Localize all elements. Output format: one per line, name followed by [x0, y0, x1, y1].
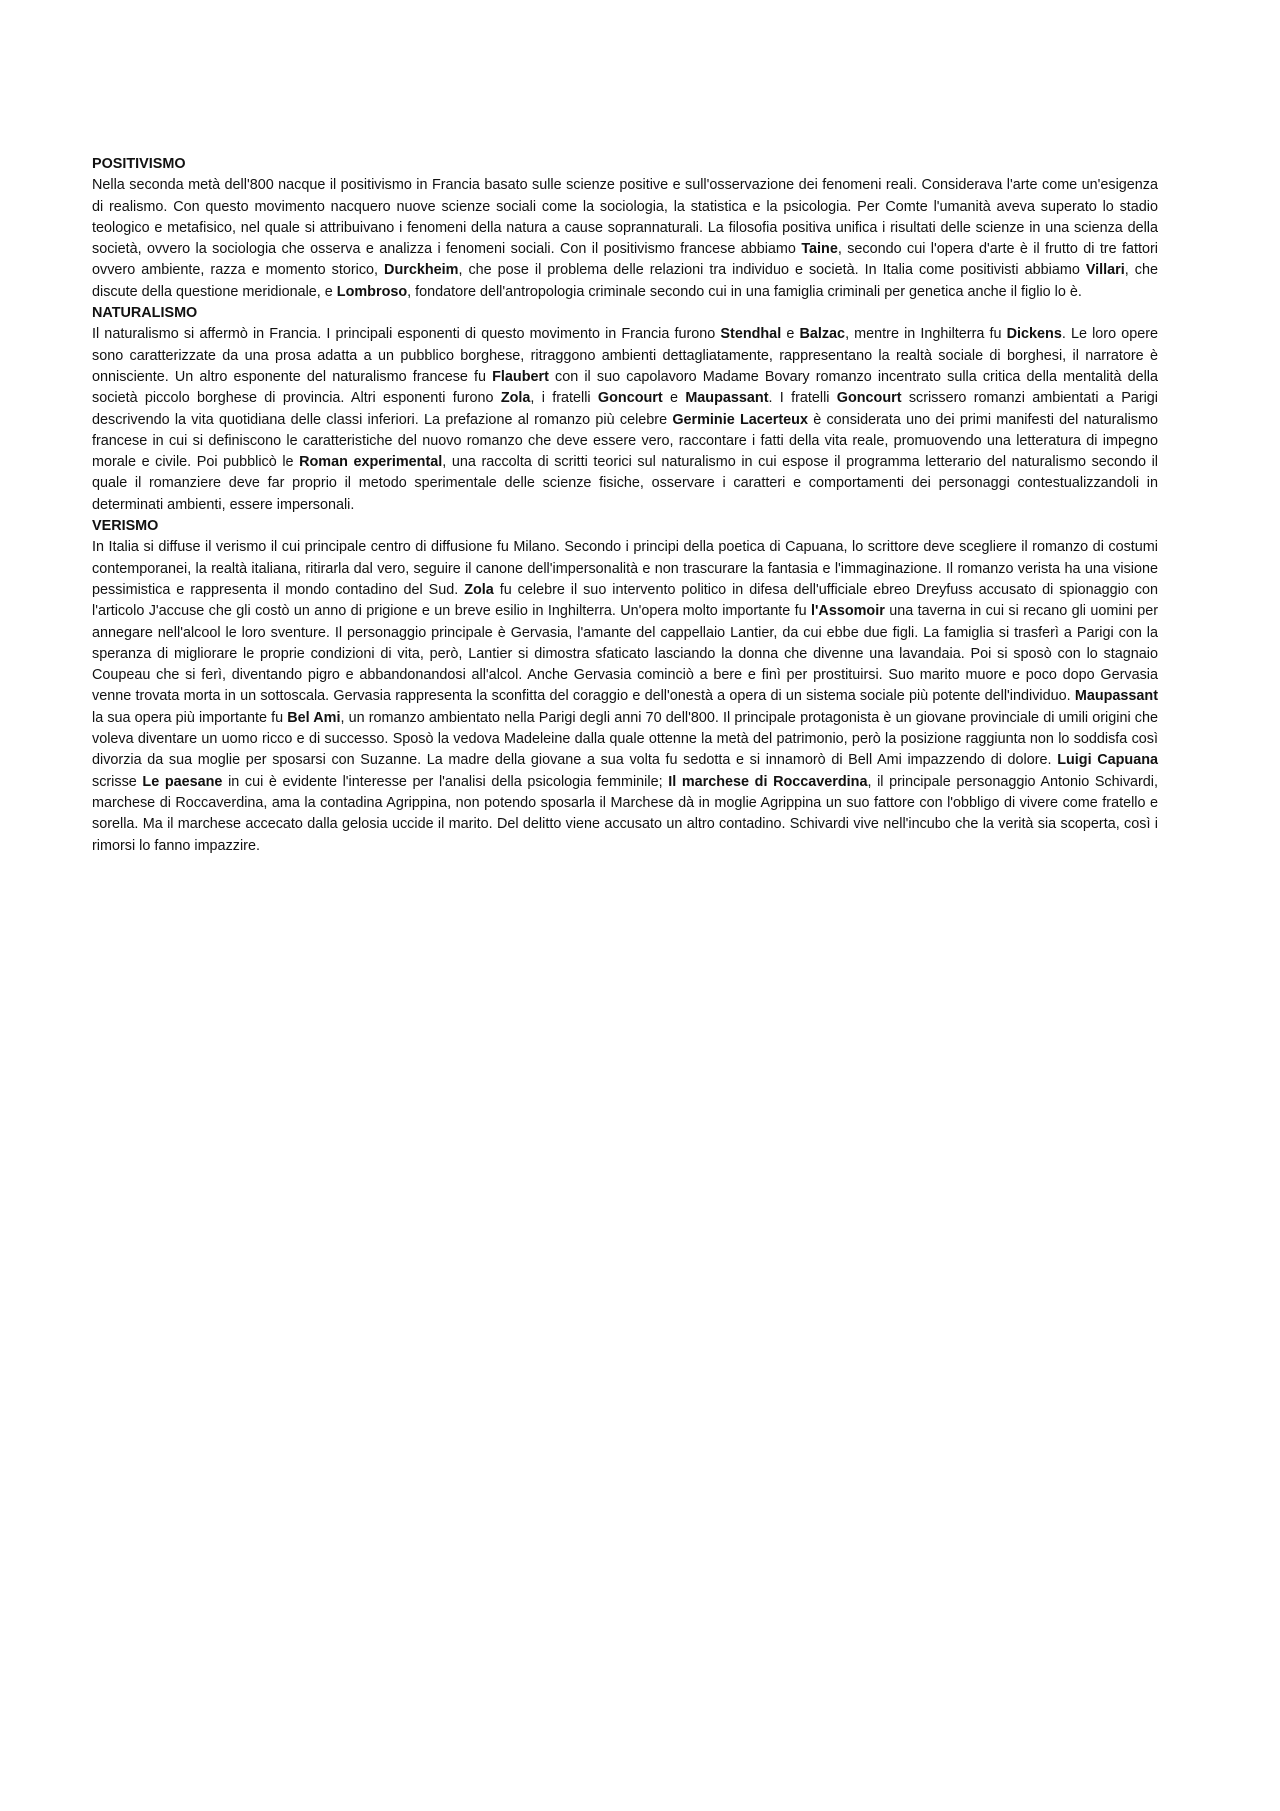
text-run: . Le loro opere sono caratterizzate da una prosa adatta a un pubblico borghese, ritraggono ambienti dettagliatamente, rappresentano la realtà sociale di borghesi, il narratore è onnisciente. Un altro esponente del naturalismo francese fu: [92, 326, 1159, 385]
bold-name: Goncourt: [836, 390, 902, 407]
document-page: [92, 154, 1158, 857]
text-run: e: [662, 390, 686, 407]
text-run: scrissero romanzi ambientati a Parigi descrivendo la vita quotidiana delle classi inferiori. La prefazione al romanzo più celebre: [92, 390, 1159, 428]
text-run: fu celebre il suo intervento politico in difesa dell'ufficiale ebreo Dreyfuss accusato di spionaggio con l'articolo J'accuse che gli costò un anno di prigione e un breve esilio in Inghilterra. Un'opera molto importante fu: [92, 581, 1158, 620]
bold-name: Flaubert: [492, 368, 549, 385]
bold-name: Roman experimental: [299, 454, 443, 471]
text-run: , che discute della questione meridionale, e: [92, 262, 1158, 300]
text-run: in cui è evidente l'interesse per l'analisi della psicologia femminile;: [222, 773, 669, 790]
section-heading: VERISMO: [92, 518, 159, 535]
bold-name: Le paesane: [142, 773, 223, 790]
text-run: , secondo cui l'opera d'arte è il frutto di tre fattori ovvero ambiente, razza e momento storico,: [92, 241, 1158, 279]
text-run: Il naturalismo si affermò in Francia. I principali esponenti di questo movimento in Francia furono: [92, 326, 721, 343]
section-heading: NATURALISMO: [92, 305, 198, 322]
text-run: scrisse: [92, 773, 143, 790]
text-run: , una raccolta di scritti teorici sul naturalismo in cui espose il programma letterario del naturalismo secondo il quale il romanziere deve far proprio il metodo sperimentale delle scienze fisiche, osservare i caratteri e comportamenti dei personaggi contestualizzandoli in determinati ambienti, essere impersonali.: [92, 454, 1158, 513]
bold-name: Zola: [500, 390, 531, 407]
bold-name: Maupassant: [685, 390, 769, 407]
section-positivismo: [92, 154, 1158, 303]
text-run: con il suo capolavoro Madame Bovary romanzo incentrato sulla critica della mentalità della società piccolo borghese di provincia. Altri esponenti furono: [92, 368, 1158, 407]
section-paragraph: [92, 175, 1158, 303]
bold-name: Germinie Lacerteux: [672, 411, 808, 428]
section-naturalismo: [92, 303, 1158, 516]
section-verismo: [92, 516, 1158, 857]
text-run: , che pose il problema delle relazioni tra individuo e società. In Italia come positivisti abbiamo: [458, 262, 1086, 279]
text-run: , fondatore dell'antropologia criminale secondo cui in una famiglia criminali per genetica anche il figlio lo è.: [407, 283, 1082, 300]
bold-name: Goncourt: [597, 390, 663, 407]
text-run: , mentre in Inghilterra fu: [845, 326, 1007, 343]
bold-name: Maupassant: [1074, 688, 1158, 705]
text-run: , un romanzo ambientato nella Parigi degli anni 70 dell'800. Il principale protagonista è un giovane provinciale di umili origini che voleva diventare un uomo ricco e di successo. Sposò la vedova Madeleine dalla quale ottenne la metà del patrimonio, però la posizione raggiunta non lo soddisfa così divorzia da sua moglie per sposarsi con Suzanne. La madre della giovane a sua volta fu sedotta e si innamorò di Bell Ami impazzendo di dolore.: [92, 709, 1158, 769]
bold-name: Taine: [801, 241, 838, 258]
bold-name: Zola: [464, 581, 494, 598]
bold-name: Dickens: [1006, 326, 1062, 343]
bold-name: Il marchese di Roccaverdina: [668, 773, 868, 790]
text-run: la sua opera più importante fu: [92, 709, 288, 726]
section-heading: POSITIVISMO: [92, 156, 186, 172]
bold-name: Durckheim: [384, 262, 459, 279]
text-run: , i fratelli: [530, 390, 598, 407]
text-run: è considerata uno dei primi manifesti del naturalismo francese in cui si definiscono le caratteristiche del nuovo romanzo che deve essere vero, raccontare i fatti della vita reale, promuovendo una letteratura di impegno morale e civile. Poi pubblicò le: [92, 411, 1158, 471]
bold-name: Bel Ami: [287, 709, 341, 726]
text-run: . I fratelli: [768, 390, 837, 407]
bold-name: l'Assomoir: [811, 603, 885, 620]
text-run: In Italia si diffuse il verismo il cui principale centro di diffusione fu Milano. Secondo i principi della poetica di Capuana, lo scrittore deve scegliere il romanzo di costumi contemporanei, la realtà italiana, ritirarla dal vero, seguire il canone dell'impersonalità e non trascurare la fantasia e l'immaginazione. Il romanzo verista ha una visione pessimistica e rappresenta il mondo contadino del Sud.: [92, 539, 1158, 598]
text-run: Nella seconda metà dell'800 nacque il positivismo in Francia basato sulle scienze positive e sull'osservazione dei fenomeni reali. Considerava l'arte come un'esigenza di realismo. Con questo movimento nacquero nuove scienze sociali come la sociologia, la statistica e la psicologia. Per Comte l'umanità aveva superato lo stadio teologico e metafisico, nel quale si attribuivano i fenomeni della natura a cause soprannaturali. La filosofia positiva unifica i risultati delle scienze in una scienza della società, ovvero la sociologia che osserva e analizza i fenomeni sociali. Con il positivismo francese abbiamo: [92, 177, 1158, 258]
text-run: e: [781, 326, 800, 343]
bold-name: Lombroso: [336, 283, 408, 300]
text-run: , il principale personaggio Antonio Schivardi, marchese di Roccaverdina, ama la contadina Agrippina, non potendo sposarla il Marchese dà in moglie Agrippina un suo fattore con l'obbligo di vivere come fratello e sorella. Ma il marchese accecato dalla gelosia uccide il marito. Del delitto viene accusato un altro contadino. Schivardi vive nell'incubo che la verità sia scoperta, così i rimorsi lo fanno impazzire.: [92, 773, 1159, 854]
text-run: una taverna in cui si recano gli uomini per annegare nell'alcool le loro sventure. Il personaggio principale è Gervasia, l'amante del cappellaio Lantier, da cui ebbe due figli. La famiglia si trasferì a Parigi con la speranza di migliorare le proprie condizioni di vita, però, Lantier si dimostra sfaticato lasciando la donna che divenne una lavandaia. Poi si sposò con lo stagnaio Coupeau che si ferì, diventando pigro e abbandonandosi all'alcol. Anche Gervasia cominciò a bere e finì per prostituirsi. Suo marito muore e poco dopo Gervasia venne trovata morta in un sottoscala. Gervasia rappresenta la sconfitta del coraggio e dell'onestà a opera di un sistema sociale più potente dell'individuo.: [92, 603, 1158, 705]
bold-name: Villari: [1085, 262, 1125, 279]
section-paragraph: [92, 324, 1158, 516]
bold-name: Balzac: [799, 326, 846, 343]
bold-name: Stendhal: [720, 326, 782, 343]
bold-name: Luigi Capuana: [1057, 752, 1158, 769]
section-paragraph: [92, 537, 1158, 856]
